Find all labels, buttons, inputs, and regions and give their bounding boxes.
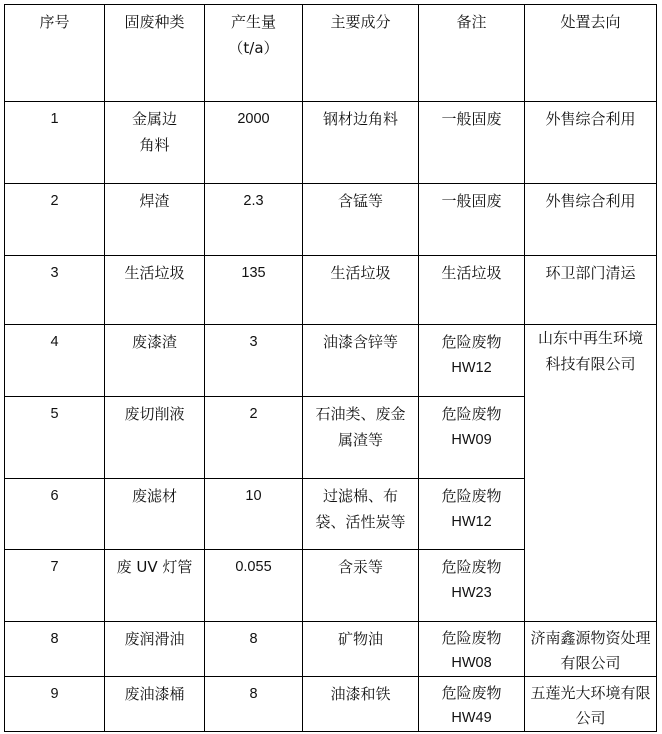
row-remark: 一般固废 <box>419 102 525 184</box>
row-waste-type: 焊渣 <box>105 184 205 256</box>
header-component: 主要成分 <box>303 5 419 102</box>
row-waste-type: 生活垃圾 <box>105 256 205 325</box>
row-no: 9 <box>5 677 105 732</box>
row-waste-type: 废油漆桶 <box>105 677 205 732</box>
row-remark-code: HW09 <box>451 432 492 448</box>
row-component: 油漆含锌等 <box>303 325 419 397</box>
row-component: 石油类、废金属渣等 <box>303 397 419 479</box>
row-remark-category: 危险废物 <box>441 684 502 702</box>
table-row <box>5 256 657 325</box>
row-remark-code: HW23 <box>451 585 492 601</box>
row-disposal: 外售综合利用 <box>525 102 657 184</box>
row-amount: 8 <box>205 677 303 732</box>
row-waste-type: 废漆渣 <box>105 325 205 397</box>
row-component: 矿物油 <box>303 622 419 677</box>
header-remark: 备注 <box>419 5 525 102</box>
row-remark <box>419 550 525 622</box>
row-remark: 生活垃圾 <box>419 256 525 325</box>
row-component: 含汞等 <box>303 550 419 622</box>
row-waste-type: 废润滑油 <box>105 622 205 677</box>
row-remark <box>419 397 525 479</box>
row-amount: 135 <box>205 256 303 325</box>
row-amount: 2 <box>205 397 303 479</box>
table-row <box>5 184 657 256</box>
header-no: 序号 <box>5 5 105 102</box>
row-remark-code: HW12 <box>451 514 492 530</box>
row-component: 钢材边角料 <box>303 102 419 184</box>
row-no: 5 <box>5 397 105 479</box>
row-remark-category: 危险废物 <box>441 333 502 351</box>
row-amount: 0.055 <box>205 550 303 622</box>
row-component: 含锰等 <box>303 184 419 256</box>
row-waste-type: 废滤材 <box>105 479 205 550</box>
row-remark-code: HW12 <box>451 360 492 376</box>
header-amount-unit: （t/a） <box>228 39 279 57</box>
row-no: 8 <box>5 622 105 677</box>
row-no: 4 <box>5 325 105 397</box>
row-component: 油漆和铁 <box>303 677 419 732</box>
table-row <box>5 622 657 677</box>
header-waste-type: 固废种类 <box>105 5 205 102</box>
row-disposal: 五莲光大环境有限公司 <box>525 677 657 732</box>
row-remark <box>419 622 525 677</box>
row-remark-code: HW49 <box>451 710 492 726</box>
row-remark: 一般固废 <box>419 184 525 256</box>
row-amount: 8 <box>205 622 303 677</box>
header-disposal: 处置去向 <box>525 5 657 102</box>
row-remark <box>419 479 525 550</box>
solid-waste-table <box>4 4 657 732</box>
row-waste-type: 金属边角料 <box>105 102 205 184</box>
row-disposal: 济南鑫源物资处理有限公司 <box>525 622 657 677</box>
header-amount <box>205 5 303 102</box>
row-no: 6 <box>5 479 105 550</box>
row-disposal: 环卫部门清运 <box>525 256 657 325</box>
table-row <box>5 677 657 732</box>
row-no: 1 <box>5 102 105 184</box>
row-remark-category: 危险废物 <box>441 487 502 505</box>
header-row <box>5 5 657 102</box>
row-remark <box>419 677 525 732</box>
row-no: 2 <box>5 184 105 256</box>
row-remark-category: 危险废物 <box>441 405 502 423</box>
row-component: 过滤棉、布袋、活性炭等 <box>303 479 419 550</box>
row-amount: 2000 <box>205 102 303 184</box>
row-waste-type: 废 UV 灯管 <box>105 550 205 622</box>
row-disposal: 外售综合利用 <box>525 184 657 256</box>
row-disposal-merged: 山东中再生环境科技有限公司 <box>525 325 657 622</box>
header-amount-label: 产生量 <box>230 13 276 31</box>
row-remark <box>419 325 525 397</box>
table-row <box>5 325 657 397</box>
row-remark-category: 危险废物 <box>441 629 502 647</box>
row-amount: 2.3 <box>205 184 303 256</box>
row-amount: 3 <box>205 325 303 397</box>
row-remark-category: 危险废物 <box>441 558 502 576</box>
row-no: 3 <box>5 256 105 325</box>
row-component: 生活垃圾 <box>303 256 419 325</box>
row-remark-code: HW08 <box>451 655 492 671</box>
table-row <box>5 102 657 184</box>
row-waste-type: 废切削液 <box>105 397 205 479</box>
row-amount: 10 <box>205 479 303 550</box>
row-no: 7 <box>5 550 105 622</box>
